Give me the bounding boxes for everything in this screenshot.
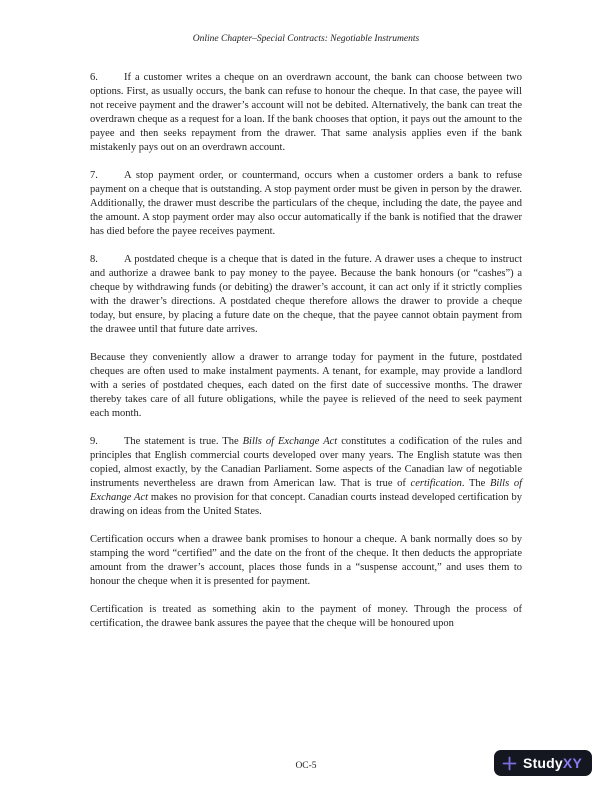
body-text: constitutes a codification of the rules and principles that English commercial courts developed over many years. The English statute was then copied, almost exactly, by the Canadian Parliament. Some aspects of the Canadian law of negotiable instruments nevertheless are drawn from American law. That is true of	[90, 436, 522, 489]
paragraph-number: 9.	[90, 436, 98, 447]
italic-text: Bills of Exchange Act	[90, 478, 523, 503]
body-text: makes no provision for that concept. Canadian courts instead developed certification by drawing on ideas from the United States.	[90, 492, 522, 517]
running-header: Online Chapter–Special Contracts: Negotiable Instruments	[192, 34, 420, 44]
paragraph-number: 6.	[90, 72, 98, 83]
brand-text-accent: XY	[562, 755, 582, 771]
paragraph	[90, 253, 522, 337]
page-number: OC-5	[295, 761, 317, 771]
body-text: . The	[461, 478, 490, 489]
brand-text	[523, 755, 582, 771]
paragraph	[90, 603, 522, 631]
paragraph	[90, 71, 522, 155]
body-text: A stop payment order, or countermand, occurs when a customer orders a bank to refuse payment on a cheque that is outstanding. A stop payment order must be given in person by the drawer. Additionally, the drawer must describe the particulars of the cheque, including the date, the payee and the amount. A stop payment order may also occur automatically if the bank is notified that the drawer has died before the payee receives payment.	[90, 170, 522, 237]
paragraph	[90, 435, 522, 519]
brand-text-primary: Study	[523, 755, 563, 771]
studyxy-logo	[494, 750, 592, 776]
italic-text: certification	[410, 478, 462, 489]
italic-text: Bills of Exchange Act	[242, 436, 338, 447]
body-text: Certification is treated as something akin to the payment of money. Through the process of certification, the drawee bank assures the payee that the cheque will be honoured upon	[90, 604, 522, 629]
body-text: A postdated cheque is a cheque that is dated in the future. A drawer uses a cheque to instruct and authorize a drawee bank to pay money to the payee. Because the bank honours (or “cashes”) a cheque by withdrawing funds (or debiting) the drawer’s account, it can act only if it strictly complies with the drawer’s directions. A postdated cheque therefore allows the drawer to provide a cheque today, but ensure, by placing a future date on the cheque, that the payee cannot obtain payment from the drawee until that future date arrives.	[90, 254, 522, 335]
paragraph	[90, 169, 522, 239]
plus-icon	[502, 756, 517, 771]
body-text: Certification occurs when a drawee bank promises to honour a cheque. A bank normally does so by stamping the word “certified” and the date on the front of the cheque. It then deducts the appropriate amount from the drawer’s account, places those funds in a “suspense account,” and uses them to honour the cheque when it is presented for payment.	[90, 534, 522, 587]
paragraph	[90, 533, 522, 589]
document-body	[90, 71, 522, 631]
paragraph-number: 8.	[90, 254, 98, 265]
body-text: Because they conveniently allow a drawer to arrange today for payment in the future, postdated cheques are often used to make instalment payments. A tenant, for example, may provide a landlord with a series of postdated cheques, each dated on the first date of successive months. The drawer thereby takes care of all future obligations, while the payee is relieved of the need to seek payment each month.	[90, 352, 522, 419]
body-text: The statement is true. The	[124, 436, 243, 447]
body-text: If a customer writes a cheque on an overdrawn account, the bank can choose between two options. First, as usually occurs, the bank can refuse to honour the cheque. In that case, the payee will not receive payment and the drawer’s account will not be debited. Alternatively, the bank can treat the overdrawn cheque as a request for a loan. If the bank chooses that option, it pays out the amount to the payee and then seeks repayment from the drawer. That same analysis applies even if the bank mistakenly pays out on an overdrawn account.	[90, 72, 522, 153]
paragraph-number: 7.	[90, 170, 98, 181]
paragraph	[90, 351, 522, 421]
